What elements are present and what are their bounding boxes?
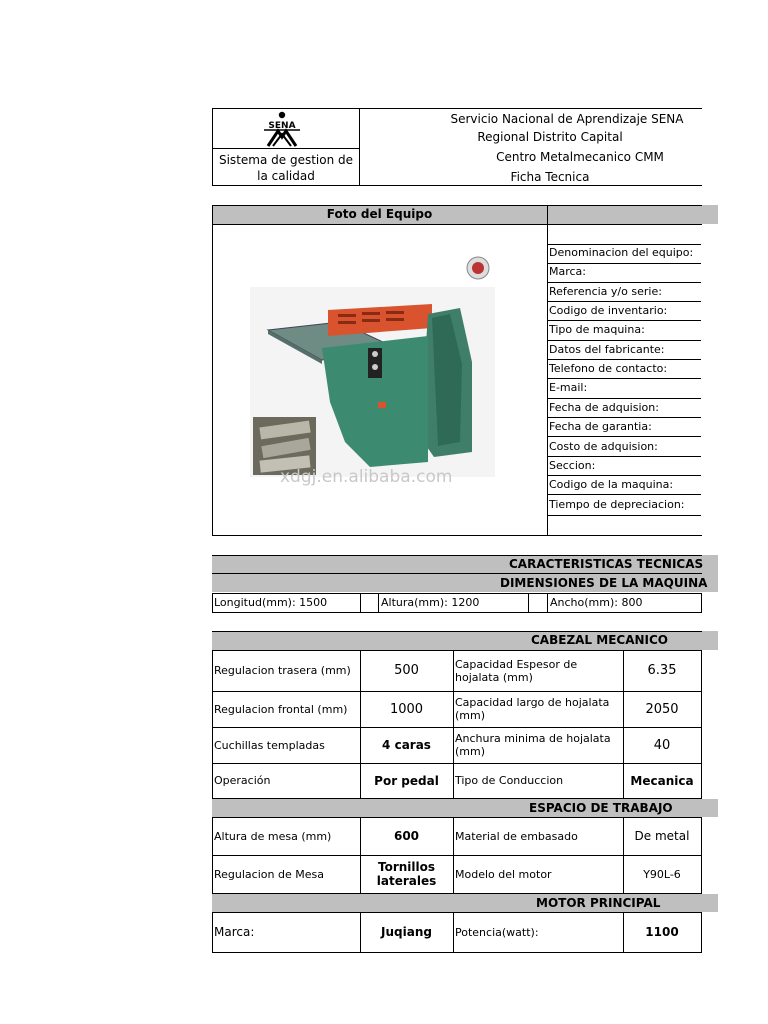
espacio-label2: Material de embasado xyxy=(455,829,578,843)
cabezal-value: 4 caras xyxy=(382,738,431,752)
dimensions-title: DIMENSIONES DE LA MAQUINA xyxy=(500,576,708,590)
cabezal-value2: 40 xyxy=(653,737,671,753)
dim-longitud: Longitud(mm): 1500 xyxy=(214,596,328,609)
cabezal-label2: Capacidad Espesor de hojalata (mm) xyxy=(455,657,578,684)
espacio-value2: Y90L-6 xyxy=(643,867,681,881)
cabezal-label2: Anchura minima de hojalata (mm) xyxy=(455,732,611,758)
dim-altura: Altura(mm): 1200 xyxy=(381,596,480,609)
cabezal-label: Operación xyxy=(214,774,271,787)
espacio-value2: De metal xyxy=(634,829,690,843)
motor-title: MOTOR PRINCIPAL xyxy=(536,896,661,910)
cabezal-label2: Capacidad largo de hojalata (mm) xyxy=(455,696,610,722)
cabezal-title: CABEZAL MECANICO xyxy=(531,633,668,647)
field-label: Datos del fabricante: xyxy=(549,343,665,356)
field-label: Seccion: xyxy=(549,459,596,472)
cabezal-label2: Tipo de Conduccion xyxy=(455,774,564,787)
header-institution: Servicio Nacional de Aprendizaje SENA xyxy=(450,112,684,126)
field-label: Marca: xyxy=(549,265,587,278)
cabezal-value: Por pedal xyxy=(374,773,439,788)
photo-watermark: xdgj.en.alibaba.com xyxy=(280,467,453,487)
photo-section-title: Foto del Equipo xyxy=(326,207,433,221)
field-label: Tiempo de depreciacion: xyxy=(549,498,685,511)
motor-label: Marca: xyxy=(214,925,255,939)
motor-value2: 1100 xyxy=(645,925,679,939)
espacio-value: 600 xyxy=(393,829,420,843)
motor-value: Juqiang xyxy=(381,925,432,939)
field-label: Tipo de maquina: xyxy=(549,323,645,336)
field-label: Codigo de inventario: xyxy=(549,304,668,317)
cabezal-value: 1000 xyxy=(389,701,424,717)
logo-text: SENA xyxy=(268,121,296,131)
field-label: Fecha de garantia: xyxy=(549,420,652,433)
espacio-label2: Modelo del motor xyxy=(455,867,552,881)
header-regional: Regional Distrito Capital xyxy=(477,130,623,144)
cabezal-label: Cuchillas templadas xyxy=(214,738,325,752)
header-doc-type: Ficha Tecnica xyxy=(510,170,590,184)
tech-title: CARACTERISTICAS TECNICAS xyxy=(509,557,704,571)
dim-ancho: Ancho(mm): 800 xyxy=(550,596,643,609)
cabezal-value2: 2050 xyxy=(645,701,679,717)
field-label: Denominacion del equipo: xyxy=(549,246,694,259)
field-label: E-mail: xyxy=(549,381,588,394)
header-center: Centro Metalmecanico CMM xyxy=(496,150,664,164)
cabezal-value2: Mecanica xyxy=(630,773,694,788)
system-title: Sistema de gestion de la calidad xyxy=(218,153,353,183)
espacio-label: Altura de mesa (mm) xyxy=(214,829,332,843)
field-label: Telefono de contacto: xyxy=(549,362,668,375)
field-label: Codigo de la maquina: xyxy=(549,478,674,491)
espacio-value: Tornillos laterales xyxy=(376,860,437,888)
field-label: Referencia y/o serie: xyxy=(549,285,662,298)
cabezal-label: Regulacion frontal (mm) xyxy=(214,702,348,716)
sena-logo xyxy=(256,110,308,148)
motor-label2: Potencia(watt): xyxy=(455,925,539,939)
field-label: Costo de adquision: xyxy=(549,440,658,453)
espacio-label: Regulacion de Mesa xyxy=(214,867,324,881)
field-label: Fecha de adquision: xyxy=(549,401,659,414)
cabezal-value: 500 xyxy=(394,663,419,678)
espacio-title: ESPACIO DE TRABAJO xyxy=(529,801,673,815)
equipment-photo xyxy=(250,252,500,492)
cabezal-value2: 6.35 xyxy=(647,663,677,678)
cabezal-label: Regulacion trasera (mm) xyxy=(214,664,351,677)
